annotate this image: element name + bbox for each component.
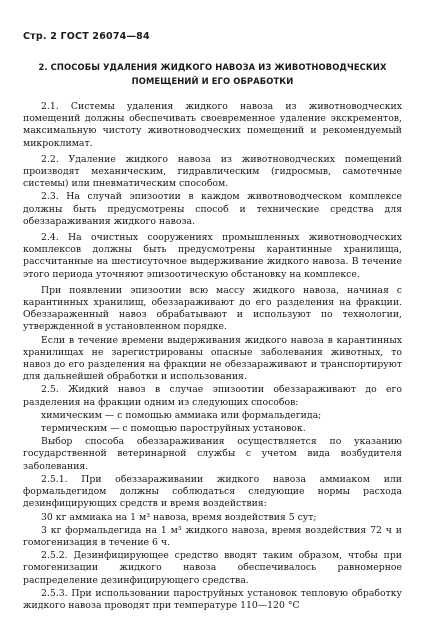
list-item-ammonia: 30 кг аммиака на 1 м³ навоза, время воздействия 5 сут; <box>41 511 317 523</box>
page-header: Стр. 2 ГОСТ 26074—84 <box>23 31 150 42</box>
paragraph-2-5-1: 2.5.1. При обеззараживании жидкого навоза аммиаком или формальдегидом должны соблюдаться следующие нормы расхода дезинфицирующих средств и время воздействия: <box>23 473 402 510</box>
paragraph-method-choice: Выбор способа обеззараживания осуществляется по указанию государственной ветеринарной службы с учетом вида возбудителя заболевания. <box>23 436 402 472</box>
paragraph-epizootic: При появлении эпизоотии всю массу жидкого навоза, начиная с карантинных хранилищ, обеззараживают до его разделения на фракции. Обеззараженный навоз обрабатывают и используют по технологии, утвержденной в установленном порядке. <box>23 284 402 333</box>
paragraph-2-5: 2.5. Жидкий навоз в случае эпизоотии обеззараживают до его разделения на фракции одним из следующих способов: <box>23 384 402 408</box>
list-item-thermal: термическим — с помощью пароструйных установок. <box>41 423 306 435</box>
paragraph-2-2: 2.2. Удаление жидкого навоза из животноводческих помещений производят механическим, гидравлическим (гидросмыв, самотечные системы) или пневматическим способом. <box>23 153 402 190</box>
paragraph-2-5-3: 2.5.3. При использовании пароструйных установок тепловую обработку жидкого навоза проводят при температуре 110—120 °С <box>23 587 402 611</box>
paragraph-quarantine: Если в течение времени выдерживания жидкого навоза в карантинных хранилищах не зарегистрированы опасные заболевания животных, то навоз до его разделения на фракции не обеззараживают и транспортируют для дальнейшей обработки и использования. <box>23 334 402 383</box>
list-item-chemical: химическим — с помощью аммиака или формальдегида; <box>41 409 322 421</box>
section-title: 2. СПОСОБЫ УДАЛЕНИЯ ЖИДКОГО НАВОЗА ИЗ ЖИВОТНОВОДЧЕСКИХ ПОМЕЩЕНИЙ И ЕГО ОБРАБОТКИ <box>38 62 387 86</box>
document-body <box>23 101 402 612</box>
paragraph-2-1: 2.1. Системы удаления жидкого навоза из животноводческих помещений должны обеспечивать своевременное удаление экскрементов, максимальную чистоту животноводческих помещений и рекомендуемый микроклимат. <box>23 101 402 149</box>
paragraph-2-4: 2.4. На очистных сооружениях промышленных животноводческих комплексов должны быть предусмотрены карантинные хранилища, рассчитанные на шестисуточное выдерживание жидкого навоза. В течение этого периода уточняют эпизоотическую обстановку на комплексе. <box>23 232 402 280</box>
paragraph-2-3: 2.3. На случай эпизоотии в каждом животноводческом комплексе должны быть предусмотрены способ и технические средства для обеззараживания жидкого навоза. <box>23 191 402 227</box>
list-item-formaldehyde: 3 кг формальдегида на 1 м³ жидкого навоза, время воздействия 72 ч и гомогенизация в течение 6 ч. <box>23 524 402 548</box>
paragraph-2-5-2: 2.5.2. Дезинфицирующее средство вводят таким образом, чтобы при гомогенизации жидкого навоза обеспечивалось равномерное распределение дезинфицирующего средства. <box>23 550 402 586</box>
